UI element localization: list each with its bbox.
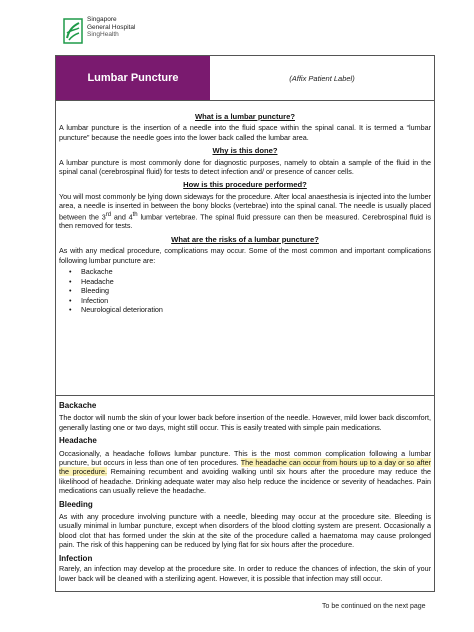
leaflet-frame: [55, 55, 435, 592]
header: [56, 56, 434, 101]
list-item: • Backache: [73, 267, 431, 277]
risks-list: [59, 267, 431, 315]
section-overview: [56, 102, 434, 396]
why-heading: Why is this done?: [212, 146, 278, 156]
section-risks-detail: [56, 397, 434, 591]
page-title: Lumbar Puncture: [56, 56, 210, 100]
bleeding-heading: Bleeding: [59, 499, 93, 509]
list-item: • Infection: [73, 296, 431, 306]
logo-line-2: General Hospital: [87, 23, 136, 31]
list-item: • Neurological deterioration: [73, 305, 431, 315]
logo-line-3: SingHealth: [87, 31, 119, 38]
continued-note: To be continued on the next page: [322, 603, 426, 610]
bleeding-text: As with any procedure involving puncture with a needle, bleeding may occur at the procedure site. Bleeding is usually minimal in lumbar puncture, except when disorders of the blood clotting system are present. Occasionally a blood clot that has formed under the skin at the site of the procedure called a haematoma may cause prolonged pain. The risk of this happening can be reduced by lying flat for six hours after the procedure.: [59, 512, 431, 550]
hospital-logo-icon: [63, 18, 83, 44]
risks-text: As with any medical procedure, complications may occur. Some of the most common and important complications following lumbar puncture are:: [59, 246, 431, 265]
headache-text: Occasionally, a headache follows lumbar puncture. This is the most common complication following a lumbar puncture, but occurs in less than one of ten procedures. The headache can occur from hours up to a day or so after the procedure. Remaining recumbent and avoiding walking until six hours after the procedure may reduce the likelihood of headache. Drinking adequate water may also help reduce the incidence or severity of headaches. Pain medications can usually relieve the headache.: [59, 448, 431, 496]
risks-heading: What are the risks of a lumbar puncture?: [171, 234, 319, 244]
list-item: • Bleeding: [73, 286, 431, 296]
backache-heading: Backache: [59, 401, 97, 410]
what-text: A lumbar puncture is the insertion of a needle into the fluid space within the spinal canal. It is termed a “lumbar puncture” because the needle goes into the lower back called the lumbar area.: [59, 123, 431, 142]
logo-line-1: Singapore: [87, 16, 117, 23]
how-text: You will most commonly be lying down sideways for the procedure. After local anaesthesia is injected into the lumber area, a needle is inserted in between the bony blocks (vertebrae) into the spinal canal. The needle is usually placed between the 3rd and 4th lumbar vertebrae. The spinal fluid pressure can then be measured. Cerebrospinal fluid is then removed for tests.: [59, 191, 431, 231]
how-heading: How is this procedure performed?: [183, 180, 307, 190]
headache-highlight: The headache can occur from hours up to a day or so after the procedure.: [59, 458, 431, 477]
list-item: • Headache: [73, 277, 431, 287]
backache-text: The doctor will numb the skin of your lower back before insertion of the needle. However, mild lower back discomfort, generally lasting one or two days, might still occur. This is easily treated with simple pain medications.: [59, 413, 431, 432]
infection-text: Rarely, an infection may develop at the procedure site. In order to reduce the chances of infection, the skin of your lower back will be cleaned with a sterilizing agent. However, it is possible that infection may still occur.: [59, 564, 431, 583]
affix-patient-label: (Affix Patient Label): [289, 73, 355, 83]
infection-heading: Infection: [59, 553, 93, 563]
why-text: A lumbar puncture is most commonly done for diagnostic purposes, namely to obtain a sample of the fluid in the spinal canal (cerebrospinal fluid) for tests to detect infection and/ or presence of cancer cells.: [59, 157, 431, 177]
what-heading: What is a lumbar puncture?: [195, 112, 295, 121]
headache-heading: Headache: [59, 436, 97, 446]
hospital-logo: [63, 16, 173, 50]
